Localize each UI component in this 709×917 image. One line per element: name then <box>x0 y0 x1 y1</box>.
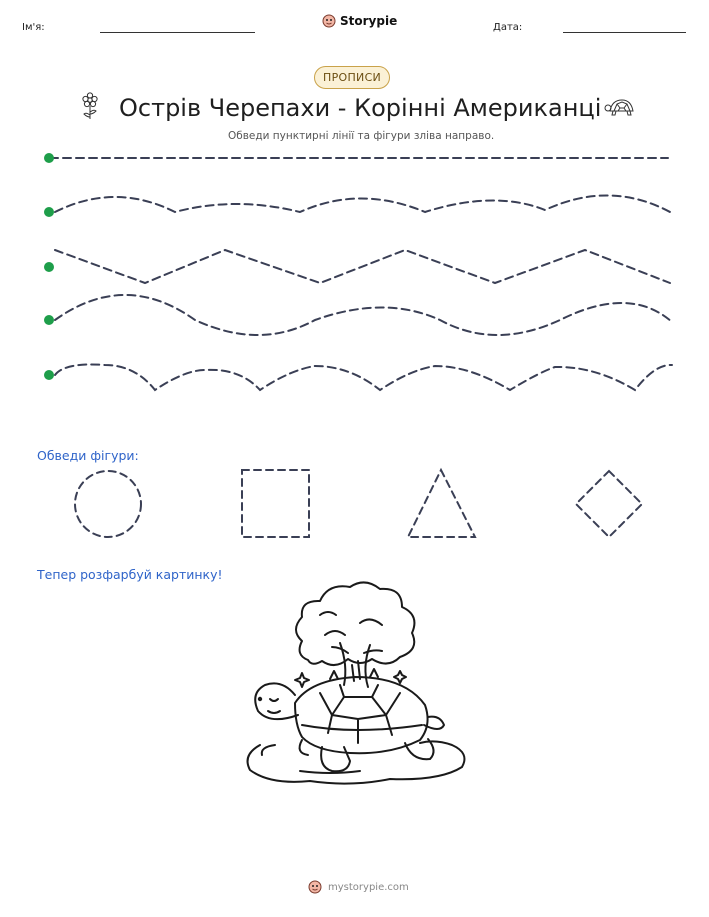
start-dot <box>44 315 54 325</box>
tracing-circle <box>75 471 141 537</box>
turtle-with-tree-icon <box>240 575 470 790</box>
tracing-line-wave-2 <box>55 295 672 335</box>
start-dot <box>44 262 54 272</box>
instructions: Обведи пунктирні лінії та фігури зліва направо. <box>228 130 495 142</box>
tracing-triangle <box>408 470 475 537</box>
start-dot <box>44 370 54 380</box>
name-label: Ім'я: <box>22 22 45 33</box>
brand-name: Storypie <box>340 14 398 28</box>
start-dot <box>44 207 54 217</box>
footer <box>308 880 409 894</box>
tracing-line-wave-3 <box>55 364 672 390</box>
date-label: Дата: <box>493 22 523 33</box>
tracing-line-wave <box>55 195 670 212</box>
shapes-heading: Обведи фігури: <box>37 448 139 463</box>
tracing-line-zigzag <box>55 250 670 283</box>
worksheet-type-badge: ПРОПИСИ <box>314 66 390 89</box>
page-title: Острів Черепахи - Корінні Американці <box>119 94 602 122</box>
start-dot <box>44 153 54 163</box>
storypie-logo-icon <box>308 880 322 894</box>
coloring-heading: Тепер розфарбуй картинку! <box>37 567 223 582</box>
tracing-diamond <box>576 471 642 537</box>
tracing-area <box>0 0 709 420</box>
tracing-square <box>242 470 309 537</box>
shapes-area <box>0 465 709 545</box>
footer-site[interactable]: mystorypie.com <box>328 881 409 893</box>
